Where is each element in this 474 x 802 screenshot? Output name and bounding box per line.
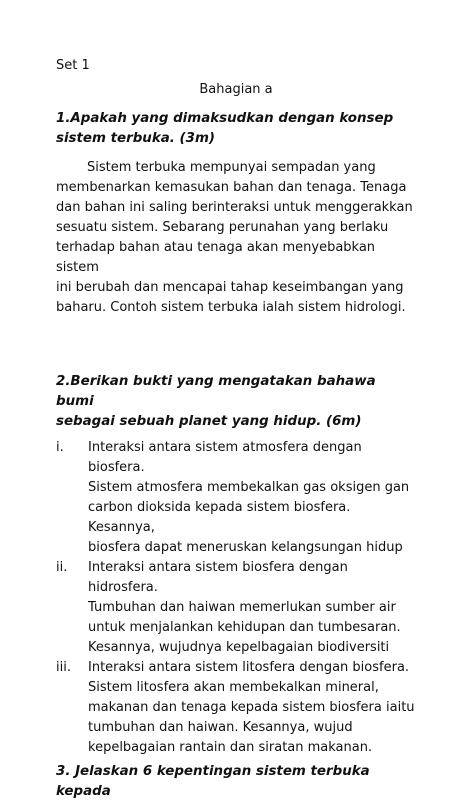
answer-1-line: terhadap bahan atau tenaga akan menyebabkan sistem [56, 240, 376, 275]
evidence-list [56, 438, 416, 758]
question-1-line: 1.Apakah yang dimaksudkan dengan konsep [56, 111, 394, 126]
question-2-line: sebagai sebuah planet yang hidup. (6m) [56, 414, 362, 429]
document-page [56, 57, 416, 802]
answer-1-line: Sistem terbuka mempunyai sempadan yang [87, 160, 376, 175]
list-item-line: Sistem litosfera akan membekalkan mineral, [88, 680, 379, 695]
list-numeral: ii. [56, 560, 68, 575]
list-item-line: Interaksi antara sistem litosfera dengan biosfera. [88, 660, 410, 675]
section-title: Bahagian a [199, 82, 273, 97]
list-item-line: tumbuhan dan haiwan. Kesannya, wujud [88, 720, 353, 735]
list-item-line: makanan dan tenaga kepada sistem biosfera iaitu [88, 700, 415, 715]
list-item-line: Sistem atmosfera membekalkan gas oksigen gan [88, 480, 410, 495]
answer-1-line: sesuatu sistem. Sebarang perunahan yang berlaku [56, 220, 389, 235]
question-3 [56, 762, 416, 802]
answer-1-paragraph [56, 158, 416, 318]
list-item [56, 558, 416, 658]
list-item-text [88, 438, 416, 558]
list-item-line: carbon dioksida kepada sistem biosfera. Kesannya, [88, 500, 351, 535]
list-item-line: untuk menjalankan kehidupan dan tumbesaran. [88, 620, 401, 635]
question-2-line: 2.Berikan bukti yang mengatakan bahawa bumi [56, 374, 376, 409]
question-2 [56, 372, 416, 432]
list-numeral: i. [56, 440, 64, 455]
list-item [56, 438, 416, 558]
list-item-text [88, 558, 416, 658]
question-1 [56, 109, 416, 149]
list-item-line: Kesannya, wujudnya kepelbagaian biodiversiti [88, 640, 390, 655]
list-item-line: kepelbagaian rantain dan siratan makanan. [88, 740, 373, 755]
answer-1-line: dan bahan ini saling berinteraksi untuk menggerakkan [56, 200, 413, 215]
set-label: Set 1 [56, 58, 90, 73]
question-3-line: 3. Jelaskan 6 kepentingan sistem terbuka kepada [56, 764, 370, 799]
list-item-line: Interaksi antara sistem biosfera dengan hidrosfera. [88, 560, 348, 595]
list-numeral: iii. [56, 660, 71, 675]
question-1-line: sistem terbuka. (3m) [56, 131, 216, 146]
answer-1-line: membenarkan kemasukan bahan dan tenaga. Tenaga [56, 180, 407, 195]
list-item-text [88, 658, 416, 758]
list-item-line: Interaksi antara sistem atmosfera dengan biosfera. [88, 440, 362, 475]
list-item-line: Tumbuhan dan haiwan memerlukan sumber air [88, 600, 396, 615]
answer-1-line: baharu. Contoh sistem terbuka ialah sistem hidrologi. [56, 300, 406, 315]
list-item [56, 658, 416, 758]
answer-1-line: ini berubah dan mencapai tahap keseimbangan yang [56, 280, 404, 295]
list-item-line: biosfera dapat meneruskan kelangsungan hidup [88, 540, 403, 555]
